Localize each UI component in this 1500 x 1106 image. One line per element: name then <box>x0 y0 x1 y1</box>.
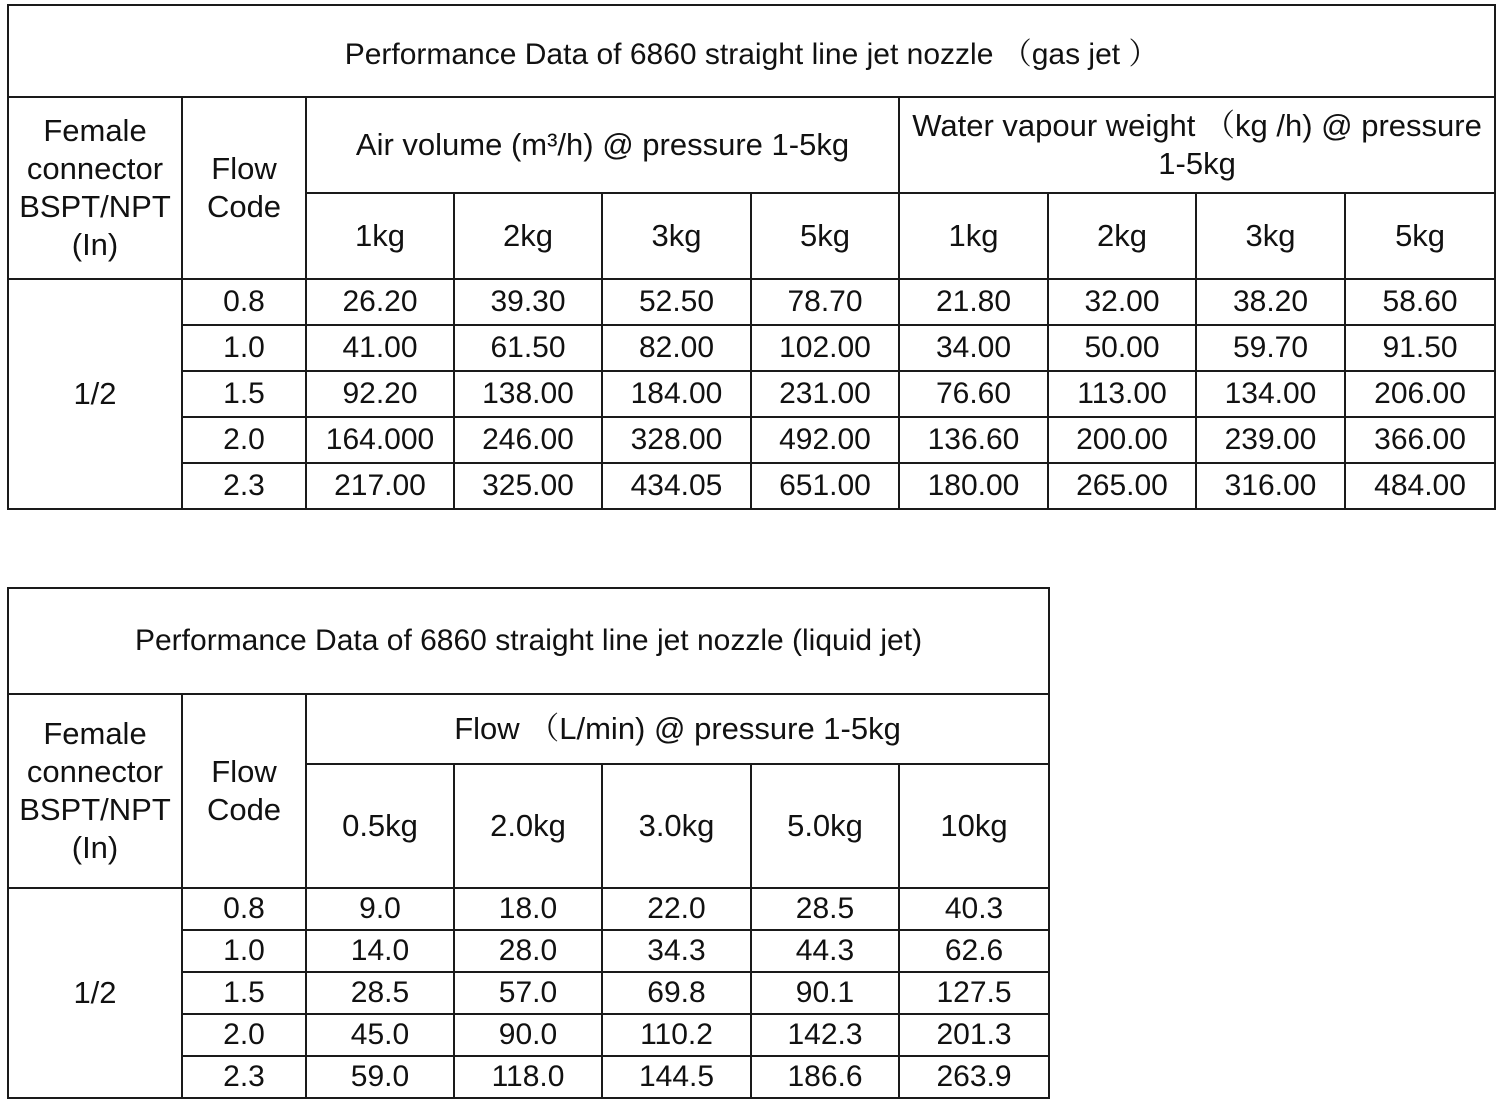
table-cell: 231.00 <box>751 371 899 417</box>
gas-table-title: Performance Data of 6860 straight line jet nozzle （gas jet ） <box>8 5 1495 97</box>
table-cell: 26.20 <box>306 279 454 325</box>
table-cell: 28.0 <box>454 930 602 972</box>
table-cell: 41.00 <box>306 325 454 371</box>
table-cell: 59.70 <box>1196 325 1345 371</box>
table-cell: 52.50 <box>602 279 751 325</box>
table-cell: 484.00 <box>1345 463 1495 509</box>
table-cell: 14.0 <box>306 930 454 972</box>
table-cell: 91.50 <box>1345 325 1495 371</box>
table-row <box>8 371 1495 417</box>
table-cell: 61.50 <box>454 325 602 371</box>
table-cell: 206.00 <box>1345 371 1495 417</box>
flow-code-cell: 2.0 <box>182 417 306 463</box>
pressure-header: 10kg <box>899 764 1049 888</box>
gas-flow-code-header: Flow Code <box>182 97 306 279</box>
table-cell: 142.3 <box>751 1014 899 1056</box>
gas-jet-table <box>7 4 1496 510</box>
table-cell: 492.00 <box>751 417 899 463</box>
table-cell: 92.20 <box>306 371 454 417</box>
table-row <box>8 463 1495 509</box>
table-cell: 144.5 <box>602 1056 751 1098</box>
flow-code-cell: 1.5 <box>182 371 306 417</box>
pressure-header: 1kg <box>899 193 1048 279</box>
table-cell: 113.00 <box>1048 371 1196 417</box>
table-cell: 246.00 <box>454 417 602 463</box>
table-cell: 57.0 <box>454 972 602 1014</box>
pressure-header: 5kg <box>751 193 899 279</box>
table-cell: 366.00 <box>1345 417 1495 463</box>
table-cell: 28.5 <box>306 972 454 1014</box>
table-cell: 28.5 <box>751 888 899 930</box>
table-cell: 62.6 <box>899 930 1049 972</box>
table-cell: 651.00 <box>751 463 899 509</box>
table-cell: 82.00 <box>602 325 751 371</box>
pressure-header: 3kg <box>1196 193 1345 279</box>
table-cell: 21.80 <box>899 279 1048 325</box>
table-cell: 136.60 <box>899 417 1048 463</box>
table-row <box>8 888 1049 930</box>
pressure-header: 5kg <box>1345 193 1495 279</box>
flow-code-cell: 1.0 <box>182 930 306 972</box>
table-cell: 138.00 <box>454 371 602 417</box>
table-cell: 90.0 <box>454 1014 602 1056</box>
pressure-header: 3.0kg <box>602 764 751 888</box>
flow-header: Flow （L/min) @ pressure 1-5kg <box>306 694 1049 764</box>
table-cell: 45.0 <box>306 1014 454 1056</box>
table-cell: 34.3 <box>602 930 751 972</box>
flow-code-cell: 0.8 <box>182 888 306 930</box>
connector-size-cell: 1/2 <box>8 279 182 509</box>
flow-code-cell: 0.8 <box>182 279 306 325</box>
table-cell: 90.1 <box>751 972 899 1014</box>
pressure-header: 2.0kg <box>454 764 602 888</box>
pressure-header: 1kg <box>306 193 454 279</box>
table-cell: 325.00 <box>454 463 602 509</box>
table-cell: 102.00 <box>751 325 899 371</box>
table-cell: 32.00 <box>1048 279 1196 325</box>
air-volume-header: Air volume (m³/h) @ pressure 1-5kg <box>306 97 899 193</box>
table-cell: 186.6 <box>751 1056 899 1098</box>
table-cell: 69.8 <box>602 972 751 1014</box>
pressure-header: 2kg <box>454 193 602 279</box>
pressure-header: 5.0kg <box>751 764 899 888</box>
table-cell: 164.000 <box>306 417 454 463</box>
table-cell: 22.0 <box>602 888 751 930</box>
table-cell: 38.20 <box>1196 279 1345 325</box>
liquid-flow-code-header: Flow Code <box>182 694 306 888</box>
table-cell: 200.00 <box>1048 417 1196 463</box>
table-cell: 18.0 <box>454 888 602 930</box>
pressure-header: 2kg <box>1048 193 1196 279</box>
table-cell: 34.00 <box>899 325 1048 371</box>
table-cell: 78.70 <box>751 279 899 325</box>
table-cell: 265.00 <box>1048 463 1196 509</box>
table-cell: 59.0 <box>306 1056 454 1098</box>
liquid-table-title: Performance Data of 6860 straight line jet nozzle (liquid jet) <box>8 588 1049 694</box>
pressure-header: 0.5kg <box>306 764 454 888</box>
water-vapour-header: Water vapour weight （kg /h) @ pressure 1-5kg <box>899 97 1495 193</box>
table-cell: 239.00 <box>1196 417 1345 463</box>
liquid-connector-header: Female connector BSPT/NPT (In) <box>8 694 182 888</box>
table-row <box>8 417 1495 463</box>
table-cell: 217.00 <box>306 463 454 509</box>
flow-code-cell: 1.5 <box>182 972 306 1014</box>
table-cell: 39.30 <box>454 279 602 325</box>
table-cell: 184.00 <box>602 371 751 417</box>
table-cell: 110.2 <box>602 1014 751 1056</box>
table-cell: 118.0 <box>454 1056 602 1098</box>
table-cell: 58.60 <box>1345 279 1495 325</box>
flow-code-cell: 1.0 <box>182 325 306 371</box>
table-cell: 201.3 <box>899 1014 1049 1056</box>
gas-connector-header: Female connector BSPT/NPT (In) <box>8 97 182 279</box>
flow-code-cell: 2.3 <box>182 463 306 509</box>
pressure-header: 3kg <box>602 193 751 279</box>
table-cell: 316.00 <box>1196 463 1345 509</box>
flow-code-cell: 2.0 <box>182 1014 306 1056</box>
table-cell: 50.00 <box>1048 325 1196 371</box>
table-cell: 9.0 <box>306 888 454 930</box>
table-row <box>8 325 1495 371</box>
table-cell: 263.9 <box>899 1056 1049 1098</box>
flow-code-cell: 2.3 <box>182 1056 306 1098</box>
table-cell: 434.05 <box>602 463 751 509</box>
table-cell: 328.00 <box>602 417 751 463</box>
table-cell: 76.60 <box>899 371 1048 417</box>
table-cell: 180.00 <box>899 463 1048 509</box>
table-cell: 40.3 <box>899 888 1049 930</box>
table-cell: 134.00 <box>1196 371 1345 417</box>
table-row <box>8 279 1495 325</box>
table-cell: 127.5 <box>899 972 1049 1014</box>
liquid-jet-table <box>7 587 1050 1099</box>
connector-size-cell: 1/2 <box>8 888 182 1098</box>
table-cell: 44.3 <box>751 930 899 972</box>
